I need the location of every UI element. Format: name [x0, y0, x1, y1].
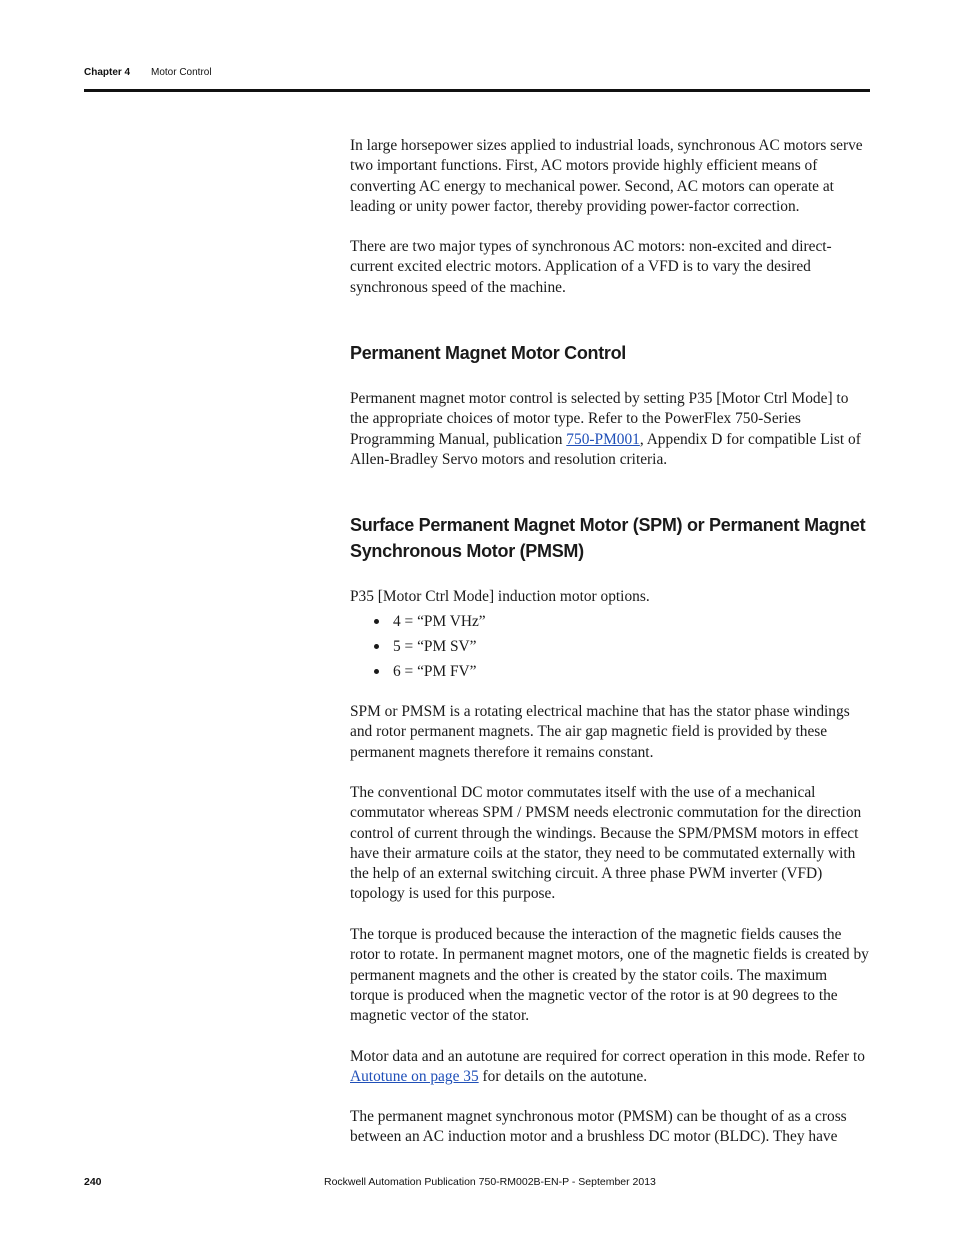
paragraph-text-before-link: Motor data and an autotune are required for correct operation in this mode. Refer to: [350, 1048, 865, 1065]
paragraph-text: SPM or PMSM is a rotating electrical machine that has the stator phase windings and rotor permanent magnets. The air gap magnetic field is provided by these permanent magnets therefore it remains constant.: [350, 703, 850, 761]
list-item: [350, 659, 870, 684]
paragraph-text: In large horsepower sizes applied to industrial loads, synchronous AC motors serve two important functions. First, AC motors provide highly efficient means of converting AC energy to mechanical power. Second, AC motors can operate at leading or unity power factor, thereby providing power-factor correction.: [350, 137, 863, 215]
section-heading-spm-pmsm: [350, 512, 870, 564]
bullet-icon: [374, 669, 379, 674]
spm-paragraph-3: [350, 925, 870, 1026]
pmsm-paragraph: [350, 1107, 870, 1148]
page-number: 240: [84, 1176, 102, 1188]
spm-paragraph-2: [350, 783, 870, 905]
paragraph-text: There are two major types of synchronous AC motors: non-excited and direct-current excited electric motors. Application of a VFD is to vary the desired synchronous speed of the machine.: [350, 238, 832, 296]
header-rule: [84, 89, 870, 92]
paragraph-text: The permanent magnet synchronous motor (PMSM) can be thought of as a cross between an AC induction motor and a brushless DC motor (BLDC). They have: [350, 1108, 847, 1146]
publication-info: Rockwell Automation Publication 750-RM002B-EN-P - September 2013: [324, 1176, 656, 1188]
heading-line-1: Surface Permanent Magnet Motor (SPM) or Permanent Magnet: [350, 515, 866, 535]
paragraph-text: The torque is produced because the interaction of the magnetic fields causes the rotor to rotate. In permanent magnet motors, one of the magnetic fields is created by permanent magnets and the other is created by the stator coils. The maximum torque is produced when the magnetic vector of the rotor is at 90 degrees to the magnetic vector of the stator.: [350, 926, 869, 1025]
list-item-text: 4 = “PM VHz”: [393, 613, 486, 630]
list-item-text: 5 = “PM SV”: [393, 638, 477, 655]
list-item: [350, 609, 870, 634]
chapter-title: Motor Control: [151, 67, 212, 78]
bullet-icon: [374, 644, 379, 649]
list-item: [350, 634, 870, 659]
paragraph-text: P35 [Motor Ctrl Mode] induction motor options.: [350, 588, 650, 605]
bullet-icon: [374, 619, 379, 624]
paragraph-text-before-link: Permanent magnet motor control is selected by setting P35 [Motor Ctrl Mode] to the appropriate choices of motor type. Refer to the PowerFlex 750-Series Programming Manual, publication: [350, 390, 849, 448]
intro-paragraph-2: [350, 237, 870, 298]
spm-paragraph-1: [350, 702, 870, 763]
running-header: [84, 67, 870, 83]
paragraph-text-after-link: for details on the autotune.: [478, 1068, 648, 1086]
publication-link[interactable]: 750-PM001: [566, 430, 640, 448]
section-heading-pm-control: Permanent Magnet Motor Control: [350, 343, 627, 363]
paragraph-text: The conventional DC motor commutates itself with the use of a mechanical commutator whereas SPM / PMSM needs electronic commutation for the direction control of current through the windings. Because the SPM/PMSM motors in effect have their armature coils at the stator, they need to be commutated externally with the help of an external switching circuit. A three phase PWM inverter (VFD) topology is used for this purpose.: [350, 784, 862, 903]
heading-line-2: Synchronous Motor (PMSM): [350, 541, 584, 561]
autotune-paragraph: [350, 1047, 870, 1088]
page-footer: [84, 1176, 870, 1192]
paragraph-text: [350, 1047, 870, 1088]
paragraph-text-after-link: , Appendix D for compatible List of Allen-Bradley Servo motors and resolution criteria.: [350, 430, 861, 468]
pm-control-paragraph: [350, 389, 870, 470]
chapter-label: Chapter 4: [84, 67, 131, 78]
motor-options-list: [350, 609, 870, 684]
options-intro: [350, 587, 870, 607]
autotune-link[interactable]: Autotune on page 35: [350, 1068, 479, 1086]
paragraph-text: [350, 389, 870, 470]
list-item-text: 6 = “PM FV”: [393, 663, 477, 680]
intro-paragraph-1: [350, 136, 870, 217]
